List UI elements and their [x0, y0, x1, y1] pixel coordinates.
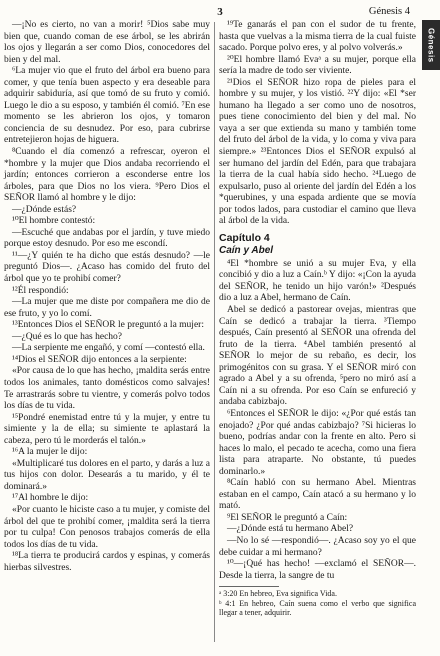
chapter-heading: Capítulo 4: [219, 231, 270, 244]
paragraph: ²⁰El hombre llamó Evaᵃ a su mujer, porque ella sería la madre de todo ser viviente.: [219, 54, 416, 77]
paragraph: ⁸Caín habló con su hermano Abel. Mientras estaban en el campo, Caín atacó a su hermano y lo mató.: [219, 478, 416, 512]
paragraph: ¹⁰El hombre contestó:: [12, 216, 96, 227]
paragraph: —Escuché que andabas por el jardín, y tuve miedo porque estoy desnudo. Por eso me escondí.: [4, 227, 210, 250]
paragraph: ¹⁰—¡Qué has hecho! —exclamó el SEÑOR—. Desde la tierra, la sangre de tu: [219, 559, 416, 581]
left-column: [4, 20, 210, 574]
paragraph: ¹³Entonces Dios el SEÑOR le preguntó a la mujer:: [12, 320, 204, 331]
column-divider: [214, 22, 215, 642]
paragraph: ¹⁹Te ganarás el pan con el sudor de tu frente, hasta que vuelvas a la misma tierra de la cual fuiste sacado. Porque polvo eres, y al polvo volverás.»: [219, 20, 416, 54]
paragraph: ¹⁵Pondré enemistad entre tú y la mujer, y entre tu simiente y la de ella; su simiente te aplastará la cabeza, pero tú le morderás el talón.»: [4, 412, 210, 446]
paragraph: ²¹Dios el SEÑOR hizo ropa de pieles para el hombre y su mujer, y los vistió. ²²Y dijo: «El *ser humano ha llegado a ser como uno de nosotros, pues tiene conocimiento del bien y del mal. No vaya a ser que extienda su mano y también tome del fruto del árbol de la vida, y lo coma y viva para siempre.» ²³Entonces Dios el SEÑOR expulsó al ser humano del jardín del Edén, para que trabajara la tierra de la cual había sido hecho. ²⁴Luego de expulsarlo, puso al oriente del jardín del Edén a los *querubines, y una espada ardiente que se movía por todos lados, para custodiar el camino que lleva al árbol de la vida.: [219, 77, 416, 227]
paragraph: ¹⁸La tierra te producirá cardos y espinas, y comerás hierbas silvestres.: [4, 551, 210, 573]
paragraph: ¹²Él respondió:: [12, 285, 69, 296]
paragraph: «Por causa de lo que has hecho, ¡maldita serás entre todos los animales, tanto domésticos como salvajes! Te arrastrarás sobre tu vientre, y comerás polvo todos los días de tu vida.: [4, 366, 210, 412]
paragraph: ¹¹—¿Y quién te ha dicho que estás desnudo? —le preguntó Dios—. ¿Acaso has comido del fruto del árbol que yo te prohibí comer?: [4, 250, 210, 285]
paragraph: «Por cuanto le hiciste caso a tu mujer, y comiste del árbol del que te prohibí comer, ¡maldita será la tierra por tu culpa! Con penosos trabajos comerás de ella todos los días de tu vida.: [4, 504, 210, 550]
paragraph: ¹⁷Al hombre le dijo:: [12, 493, 89, 504]
right-column: [219, 20, 416, 618]
paragraph: ⁸Cuando el día comenzó a refrescar, oyeron el *hombre y la mujer que Dios andaba recorriendo el jardín; entonces corrieron a esconderse entre los árboles, para que Dios no los viera. ⁹Pero Dios el SEÑOR llamó al hombre y le dijo:: [4, 147, 210, 204]
paragraph: ¹⁴Dios el SEÑOR dijo entonces a la serpiente:: [12, 354, 187, 365]
paragraph: ⁹El SEÑOR le preguntó a Caín:: [227, 512, 348, 523]
paragraph: ⁴El *hombre se unió a su mujer Eva, y ella concibió y dio a luz a Caín.ᵇ Y dijo: «¡Con la ayuda del SEÑOR, he tenido un hijo varón!» ²Después dio a luz a Abel, hermano de Caín.: [219, 258, 416, 304]
paragraph: ⁶Entonces el SEÑOR le dijo: «¿Por qué estás tan enojado? ¿Por qué andas cabizbajo? ⁷Si hicieras lo bueno, podrías andar con la frente en alto. Pero si haces lo malo, el pecado te acecha, como una fiera lista para atraparte. No obstante, tú puedes dominarlo.»: [219, 408, 416, 477]
paragraph: «Multiplicaré tus dolores en el parto, y darás a luz a tus hijos con dolor. Desearás a tu marido, y él te dominará.»: [4, 458, 210, 492]
paragraph: —No lo sé —respondió—. ¿Acaso soy yo el que debe cuidar a mi hermano?: [219, 535, 416, 558]
paragraph: —¿Qué es lo que has hecho?: [12, 331, 123, 342]
footnotes: [219, 589, 416, 618]
paragraph: —La serpiente me engañó, y comí —contestó ella.: [12, 343, 205, 354]
paragraph: Abel se dedicó a pastorear ovejas, mientras que Caín se dedicó a trabajar la tierra. ³Tiempo después, Caín presentó al SEÑOR una ofrenda del fruto de la tierra. ⁴Abel también presentó al SEÑOR lo mejor de su rebaño, es decir, los primogénitos con su grasa. Y el SEÑOR miró con agrado a Abel y a su ofrenda, ⁵pero no miró así a Caín ni a su ofrenda. Por eso Caín se enfureció y andaba cabizbajo.: [219, 305, 416, 408]
paragraph: —¿Dónde estás?: [12, 204, 77, 215]
page-number: 3: [217, 6, 223, 18]
footnote: ᵃ 3:20 En hebreo, Eva significa Vida.: [219, 589, 337, 599]
paragraph: ⁶La mujer vio que el fruto del árbol era bueno para comer, y que tenía buen aspecto y era deseable para adquirir sabiduría, así que tomó de su fruto y comió. Luego le dio a su esposo, y también él comió. ⁷En ese momento se les abrieron los ojos, y tomaron conciencia de su desnudez. Por eso, para cubrirse entretejieron hojas de higuera.: [4, 66, 210, 146]
footnote-rule: [219, 586, 279, 587]
thumb-index-tab: [422, 20, 440, 70]
book-reference: Génesis 4: [368, 6, 410, 17]
paragraph: —¿Dónde está tu hermano Abel?: [227, 524, 354, 535]
paragraph: —La mujer que me diste por compañera me dio de ese fruto, y yo lo comí.: [4, 297, 210, 319]
section-heading: Caín y Abel: [219, 244, 274, 256]
paragraph: —¡No es cierto, no van a morir! ⁵Dios sabe muy bien que, cuando coman de ese árbol, se les abrirán los ojos y llegarán a ser como Dios, conocedores del bien y del mal.: [4, 20, 210, 65]
paragraph: ¹⁶A la mujer le dijo:: [12, 447, 88, 458]
footnote: ᵇ 4:1 En hebreo, Caín suena como el verbo que significa llegar a tener, adquirir.: [219, 598, 416, 618]
thumb-tab-label: Génesis: [426, 27, 436, 63]
